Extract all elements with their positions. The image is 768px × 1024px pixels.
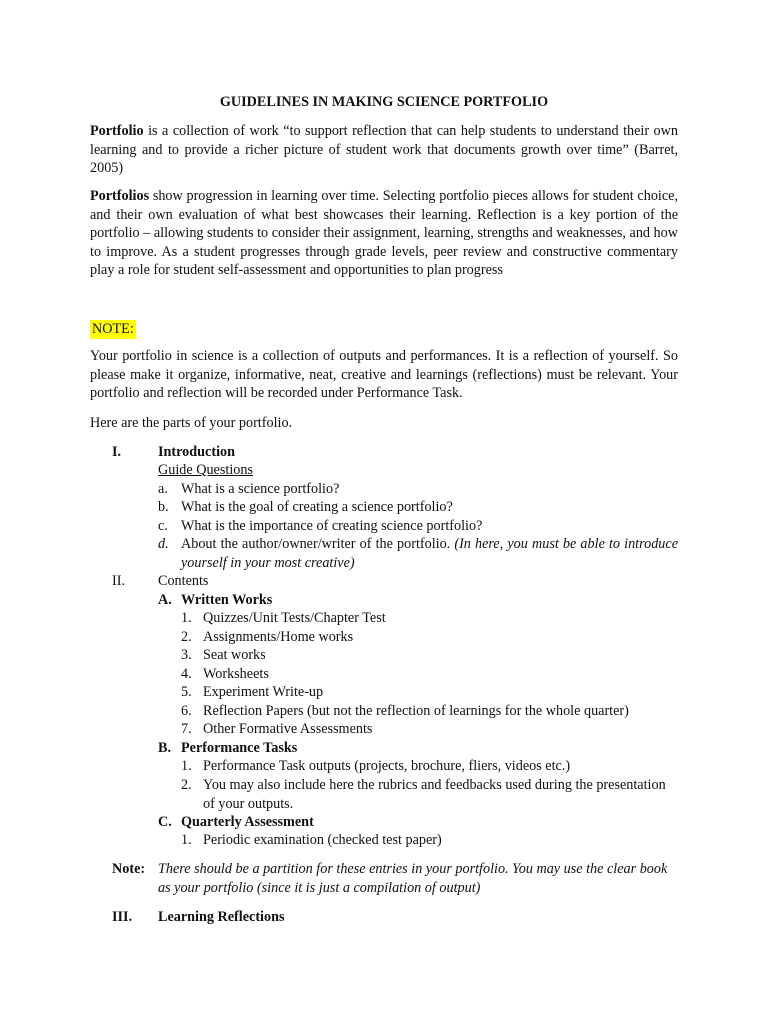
section-3-heading: Learning Reflections bbox=[158, 909, 285, 925]
group-b-marker: B. bbox=[158, 740, 172, 756]
portfolios-term: Portfolios bbox=[90, 188, 150, 204]
guide-questions-subheading: Guide Questions bbox=[158, 462, 253, 478]
section-3-numeral: III. bbox=[112, 909, 133, 925]
section-1-heading: Introduction bbox=[158, 444, 235, 460]
section-2-heading: Contents bbox=[158, 573, 209, 589]
list-number: 6. bbox=[181, 703, 192, 719]
group-b-heading: Performance Tasks bbox=[181, 740, 298, 756]
list-item: Reflection Papers (but not the reflection of learnings for the whole quarter) bbox=[203, 703, 629, 719]
question-d-main: About the author/owner/writer of the portfolio. bbox=[181, 536, 455, 552]
group-c-marker: C. bbox=[158, 814, 172, 830]
list-item: Other Formative Assessments bbox=[203, 721, 373, 737]
question-text: What is the importance of creating science portfolio? bbox=[181, 518, 483, 534]
question-marker: c. bbox=[158, 518, 168, 534]
question-text: What is the goal of creating a science portfolio? bbox=[181, 499, 453, 515]
note-paragraph: Your portfolio in science is a collection of outputs and performances. It is a reflection of yourself. So please make it organize, informative, neat, creative and learnings (reflections) must be relevant. Your portfolio and reflection will be recorded under Performance Task. bbox=[90, 348, 678, 402]
partition-note-label: Note: bbox=[112, 861, 146, 877]
portfolio-term: Portfolio bbox=[90, 123, 144, 139]
portfolios-paragraph bbox=[90, 187, 678, 280]
portfolios-text: show progression in learning over time. Selecting portfolio pieces allows for student choice, and their own evaluation of what best showcases their learning. Reflection is a key portion of the portfolio – allowing students to consider their assignment, learning, strengths and weaknesses, and how to improve. As a student progresses through grade levels, peer review and constructive commentary play a role for student self-assessment and opportunities to plan progress bbox=[90, 188, 678, 279]
question-text: What is a science portfolio? bbox=[181, 481, 340, 497]
question-marker: a. bbox=[158, 481, 168, 497]
question-d-marker: d. bbox=[158, 536, 169, 552]
list-number: 2. bbox=[181, 629, 192, 645]
list-number: 7. bbox=[181, 721, 192, 737]
group-a-heading: Written Works bbox=[181, 592, 273, 608]
list-item: Worksheets bbox=[203, 666, 269, 682]
question-d-text bbox=[181, 535, 678, 572]
portfolio-definition-text: is a collection of work “to support reflection that can help students to understand their own learning and to provide a richer picture of student work that documents growth over time” (Barret, 2005) bbox=[90, 123, 678, 177]
list-number: 1. bbox=[181, 758, 192, 774]
group-a-marker: A. bbox=[158, 592, 172, 608]
list-item: Assignments/Home works bbox=[203, 629, 354, 645]
list-number: 3. bbox=[181, 647, 192, 663]
list-number: 2. bbox=[181, 777, 192, 793]
list-item: Experiment Write-up bbox=[203, 684, 324, 700]
list-number: 1. bbox=[181, 610, 192, 626]
question-d-italic-note: (In here, you must be able to introduce yourself in your most creative) bbox=[181, 536, 678, 571]
list-number: 4. bbox=[181, 666, 192, 682]
note-label-highlighted: NOTE: bbox=[92, 321, 134, 337]
section-2-numeral: II. bbox=[112, 573, 125, 589]
list-number: 1. bbox=[181, 832, 192, 848]
parts-intro: Here are the parts of your portfolio. bbox=[90, 415, 293, 431]
document-title: GUIDELINES IN MAKING SCIENCE PORTFOLIO bbox=[219, 94, 549, 110]
group-c-heading: Quarterly Assessment bbox=[181, 814, 314, 830]
list-item: Quizzes/Unit Tests/Chapter Test bbox=[203, 610, 386, 626]
list-item: Performance Task outputs (projects, brochure, fliers, videos etc.) bbox=[203, 758, 571, 774]
portfolio-definition-paragraph bbox=[90, 122, 678, 178]
section-1-numeral: I. bbox=[112, 444, 122, 460]
list-item: You may also include here the rubrics and feedbacks used during the presentation of your outputs. bbox=[203, 777, 666, 812]
question-marker: b. bbox=[158, 499, 169, 515]
list-number: 5. bbox=[181, 684, 192, 700]
list-item: Seat works bbox=[203, 647, 266, 663]
partition-note-text: There should be a partition for these entries in your portfolio. You may use the clear book as your portfolio (since it is just a compilation of output) bbox=[158, 861, 668, 896]
list-item: Periodic examination (checked test paper) bbox=[203, 832, 442, 848]
